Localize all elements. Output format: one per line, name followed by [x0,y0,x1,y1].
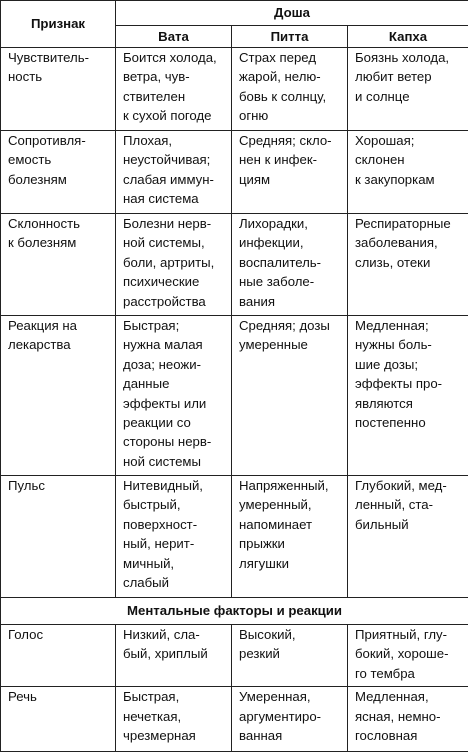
feature-cell: Сопротивля- емость болезням [8,133,86,187]
feature-cell: Чувствитель- ность [8,50,89,85]
table-row [1,214,468,316]
pitta-cell: Высокий, резкий [239,627,296,662]
pitta-cell: Средняя; дозы умеренные [239,318,330,353]
table-row [1,625,468,687]
section-title: Ментальные факторы и реакции [1,598,468,625]
pitta-cell: Напряженный, умеренный, напоминает прыжки лягушки [239,478,329,571]
kapha-cell: Приятный, глу- бокий, хороше- го тембра [355,627,449,681]
kapha-cell: Медленная; нужны боль- шие дозы; эффекты про- являются постепенно [355,318,443,431]
pitta-cell: Лихорадки, инфекции, воспалитель- ные заболе- вания [239,216,322,309]
header-row-1 [1,1,468,26]
kapha-cell: Медленная, ясная, немно- гословная [355,689,441,744]
kapha-cell: Боязнь холода, любит ветер и солнце [355,50,450,104]
feature-cell: Склонность к болезням [8,216,81,251]
header-feature: Признак [1,1,116,48]
feature-cell: Реакция на лекарства [8,318,77,353]
section-row [1,598,468,625]
feature-cell: Голос [8,627,44,642]
vata-cell: Болезни нерв- ной системы, боли, артриты, психические расстройства [123,216,215,309]
feature-cell: Речь [8,689,37,705]
vata-cell: Боится холода, ветра, чув- ствителен к сухой погоде [123,50,217,124]
header-vata: Вата [116,26,232,48]
table-row [1,476,468,598]
table-row [1,687,468,752]
table-row [1,48,468,131]
kapha-cell: Респираторные заболевания, слизь, отеки [355,216,451,270]
vata-cell: Нитевидный, быстрый, поверхност- ный, нерит- мичный, слабый [123,478,203,591]
vata-cell: Быстрая, нечеткая, чрезмерная [123,689,196,744]
pitta-cell: Умеренная, аргументиро- ванная [239,689,322,744]
table-row [1,131,468,214]
feature-cell: Пульс [8,478,45,493]
pitta-cell: Средняя; скло- нен к инфек- циям [239,133,332,187]
kapha-cell: Глубокий, мед- ленный, ста- бильный [355,478,447,532]
vata-cell: Низкий, сла- бый, хриплый [123,627,208,662]
vata-cell: Быстрая; нужна малая доза; неожи- данные эффекты или реакции со стороны нерв- ной системы [123,318,212,469]
pitta-cell: Страх перед жарой, нелю- бовь к солнцу, огню [239,50,327,124]
vata-cell: Плохая, неустойчивая; слабая иммун- ная система [123,133,214,207]
header-pitta: Питта [232,26,348,48]
kapha-cell: Хорошая; склонен к закупоркам [355,133,435,187]
table-row [1,316,468,476]
header-dosha: Доша [116,1,468,26]
header-kapha: Капха [348,26,468,48]
